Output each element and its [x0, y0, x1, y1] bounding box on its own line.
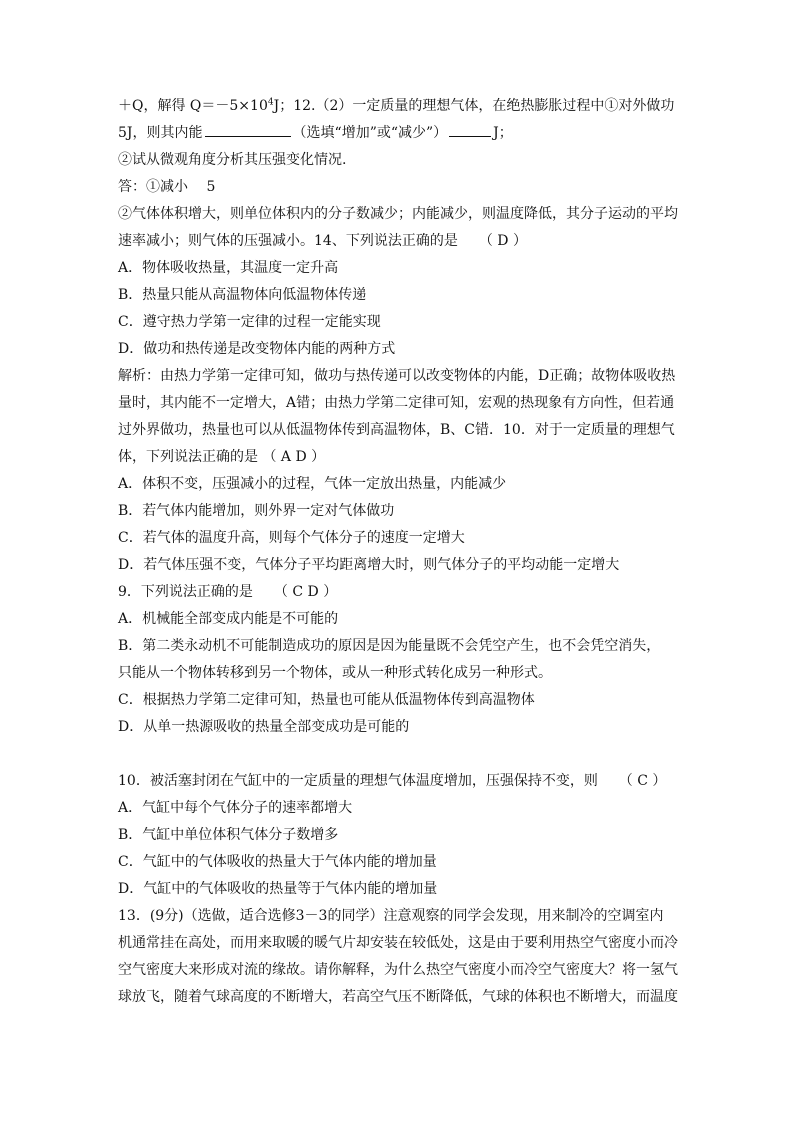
- option-line: D．从单一热源吸收的热量全部变成功是可能的: [118, 719, 410, 735]
- question-line: 9．下列说法正确的是 （ C D ）: [118, 584, 338, 600]
- text-line: 球放飞，随着气球高度的不断增大，若高空气压不断降低，气球的体积也不断增大，而温度: [118, 989, 678, 1005]
- option-line: D．气缸中的气体吸收的热量等于气体内能的增加量: [118, 881, 438, 897]
- text-line: ②试从微观角度分析其压强变化情况.: [118, 152, 347, 168]
- option-line: B．若气体内能增加，则外界一定对气体做功: [118, 503, 395, 519]
- analysis-line: 解析：由热力学第一定律可知，做功与热传递可以改变物体的内能，D正确；故物体吸收热: [118, 368, 676, 384]
- question-line: 体，下列说法正确的是 （ A D ）: [118, 449, 326, 465]
- text-line: 空气密度大来形成对流的缘故。请你解释，为什么热空气密度小而冷空气密度大？将一氢气: [118, 962, 678, 978]
- question-line: 速率减小；则气体的压强减小。14、下列说法正确的是 （ D ）: [118, 233, 527, 249]
- option-line: A．物体吸收热量，其温度一定升高: [118, 260, 339, 276]
- answer-line: 答：①减小 5: [118, 179, 216, 195]
- option-line: A．机械能全部变成内能是不可能的: [118, 611, 339, 627]
- option-line: D．做功和热传递是改变物体内能的两种方式: [118, 341, 396, 357]
- option-line: C．遵守热力学第一定律的过程一定能实现: [118, 314, 381, 330]
- option-line: 只能从一个物体转移到另一个物体，或从一种形式转化成另一种形式。: [118, 665, 552, 681]
- option-line: B．气缸中单位体积气体分子数增多: [118, 827, 339, 843]
- question-line: 13．(9分)（选做，适合选修3－3的同学）注意观察的同学会发现，用来制冷的空调室内: [118, 908, 664, 924]
- text-line: ②气体体积增大，则单位体积内的分子数减少；内能减少，则温度降低，其分子运动的平均: [118, 206, 678, 222]
- option-line: D．若气体压强不变，气体分子平均距离增大时，则气体分子的平均动能一定增大: [118, 557, 620, 573]
- fill-blank: [449, 124, 491, 137]
- text-line: 5J，则其内能 （选填“增加”或“减少”） J；: [118, 125, 513, 141]
- option-line: A．体积不变，压强减小的过程，气体一定放出热量，内能减少: [118, 476, 507, 492]
- analysis-line: 量时，其内能不一定增大，A错；由热力学第二定律可知，宏观的热现象有方向性，但若通: [118, 395, 675, 411]
- option-line: C．根据热力学第二定律可知，热量也可能从低温物体传到高温物体: [118, 692, 535, 708]
- option-line: B．第二类永动机不可能制造成功的原因是因为能量既不会凭空产生，也不会凭空消失，: [118, 638, 661, 654]
- option-line: B．热量只能从高温物体向低温物体传递: [118, 287, 367, 303]
- text-line: ＋Q，解得 $Q=-5\times 10^4J$；12.（2）一定质量的理想气体，在绝热膨胀过程中①对外做功: [118, 97, 675, 114]
- question-line: 10．被活塞封闭在气缸中的一定质量的理想气体温度增加，压强保持不变，则 （ C ）: [118, 773, 667, 789]
- option-line: A．气缸中每个气体分子的速率都增大: [118, 800, 353, 816]
- option-line: C．若气体的温度升高，则每个气体分子的速度一定增大: [118, 530, 465, 546]
- fill-blank: [205, 124, 291, 137]
- option-line: C．气缸中的气体吸收的热量大于气体内能的增加量: [118, 854, 437, 870]
- analysis-line: 过外界做功，热量也可以从低温物体传到高温物体，B、C错．10．对于一定质量的理想气: [118, 422, 675, 438]
- text-line: 机通常挂在高处，而用来取暖的暖气片却安装在较低处，这是由于要利用热空气密度小而冷: [118, 935, 678, 951]
